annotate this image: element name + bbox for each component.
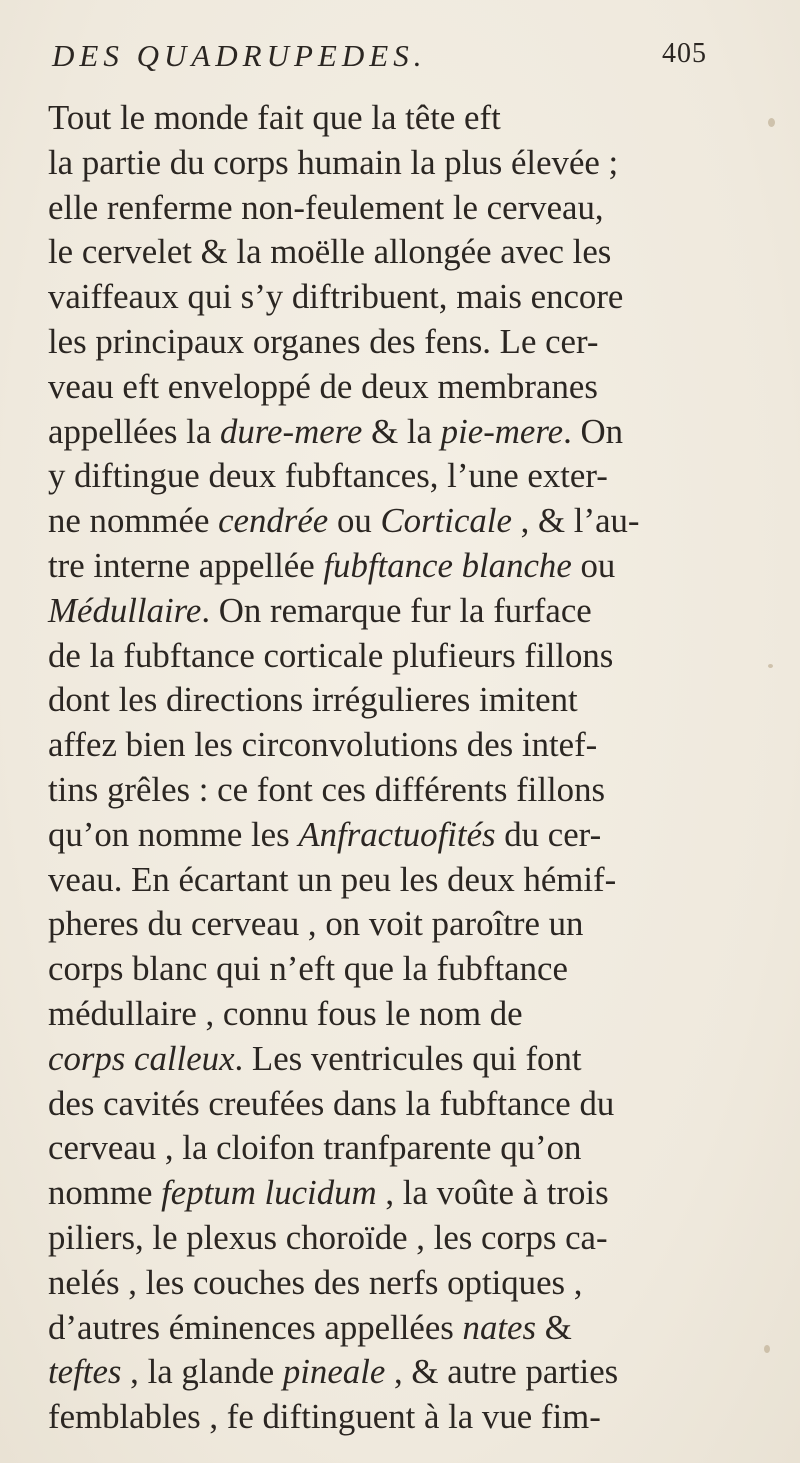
text-run: . Les ventricules qui font	[234, 1038, 582, 1078]
text-run: . On remarque fur la furface	[201, 590, 592, 630]
text-run: ou	[571, 545, 616, 585]
text-run: des cavités creufées dans la fubftance du	[48, 1083, 615, 1123]
text-line	[48, 141, 764, 186]
text-run: du cer-	[495, 814, 602, 854]
page-header	[52, 38, 752, 88]
text-run: piliers, le plexus choroïde , les corps ca-	[48, 1217, 608, 1257]
text-run: veau eft enveloppé de deux membranes	[48, 366, 598, 406]
text-line	[48, 589, 764, 634]
text-run: de la fubftance corticale plufieurs fillons	[48, 635, 614, 675]
text-run: Tout le monde fait que la tête eft	[48, 98, 501, 137]
text-line	[48, 1395, 764, 1440]
text-line	[48, 320, 764, 365]
text-run: pheres du cerveau , on voit paroître un	[48, 904, 584, 944]
text-run: & la	[362, 411, 441, 451]
text-line	[48, 947, 764, 992]
text-run: , la glande	[121, 1352, 283, 1392]
text-run: . On	[563, 411, 624, 451]
italic-term: teftes	[48, 1352, 122, 1392]
text-run: nelés , les couches des nerfs optiques ,	[48, 1262, 583, 1302]
text-line	[48, 1037, 764, 1082]
text-line	[48, 1306, 764, 1351]
italic-term: pineale	[282, 1352, 386, 1392]
text-run: d’autres éminences appellées	[48, 1307, 463, 1347]
paper-speck	[768, 664, 773, 668]
text-line	[48, 1261, 764, 1306]
text-line	[48, 992, 764, 1037]
italic-term: fubftance blanche	[323, 545, 572, 585]
italic-term: feptum lucidum	[161, 1173, 377, 1213]
text-line	[48, 230, 764, 275]
italic-term: Médullaire	[48, 590, 202, 630]
text-line	[48, 544, 764, 589]
text-line	[48, 1171, 764, 1216]
body-text	[48, 96, 768, 1440]
text-line	[48, 365, 764, 410]
text-run: veau. En écartant un peu les deux hémif-	[48, 859, 617, 899]
paper-speck	[764, 1345, 770, 1353]
text-run: , la voûte à trois	[376, 1173, 609, 1213]
running-title: DES QUADRUPEDES.	[52, 38, 427, 73]
text-line	[48, 1126, 764, 1171]
text-run: cerveau , la cloifon tranfparente qu’on	[48, 1128, 582, 1168]
italic-term: cendrée	[218, 501, 329, 541]
text-line	[48, 1082, 764, 1127]
text-run: qu’on nomme les	[48, 814, 299, 854]
text-run: nomme	[48, 1173, 162, 1213]
text-run: vaiffeaux qui s’y diftribuent, mais encore	[48, 277, 624, 317]
text-line	[48, 96, 764, 141]
text-line	[48, 1350, 764, 1395]
italic-term: nates	[462, 1307, 537, 1347]
text-line	[48, 902, 764, 947]
text-run: appellées la	[48, 411, 221, 451]
text-run: tre interne appellée	[48, 545, 324, 585]
italic-term: Anfractuofités	[298, 814, 496, 854]
text-run: corps blanc qui n’eft que la fubftance	[48, 949, 568, 989]
text-run: les principaux organes des fens. Le cer-	[48, 321, 599, 361]
text-line	[48, 186, 764, 231]
text-run: médullaire , connu fous le nom de	[48, 993, 523, 1033]
italic-term: corps calleux	[48, 1038, 235, 1078]
text-run: , & autre parties	[385, 1352, 619, 1392]
text-run: femblables , fe diftinguent à la vue fim-	[48, 1397, 601, 1437]
text-line	[48, 1216, 764, 1261]
text-line	[48, 499, 764, 544]
text-run: , & l’au-	[511, 501, 640, 541]
text-line	[48, 723, 764, 768]
italic-term: Corticale	[380, 501, 512, 541]
paper-speck	[768, 118, 775, 127]
text-run: le cervelet & la moëlle allongée avec les	[48, 232, 612, 272]
text-line	[48, 768, 764, 813]
text-run: y diftingue deux fubftances, l’une exter-	[48, 456, 608, 496]
text-run: dont les directions irrégulieres imitent	[48, 680, 578, 720]
text-run: affez bien les circonvolutions des intef-	[48, 725, 598, 765]
text-run: la partie du corps humain la plus élevée ;	[48, 142, 619, 182]
text-run: ou	[328, 501, 381, 541]
text-line	[48, 410, 764, 455]
text-run: ne nommée	[48, 501, 219, 541]
text-line	[48, 634, 764, 679]
text-run: elle renferme non-feulement le cerveau,	[48, 187, 604, 227]
text-line	[48, 813, 764, 858]
text-run: &	[536, 1307, 572, 1347]
text-line	[48, 454, 764, 499]
text-line	[48, 858, 764, 903]
italic-term: pie-mere	[440, 411, 564, 451]
text-line	[48, 275, 764, 320]
page-number: 405	[662, 38, 707, 69]
italic-term: dure-mere	[220, 411, 363, 451]
text-line	[48, 678, 764, 723]
text-run: tins grêles : ce font ces différents fillons	[48, 769, 606, 809]
